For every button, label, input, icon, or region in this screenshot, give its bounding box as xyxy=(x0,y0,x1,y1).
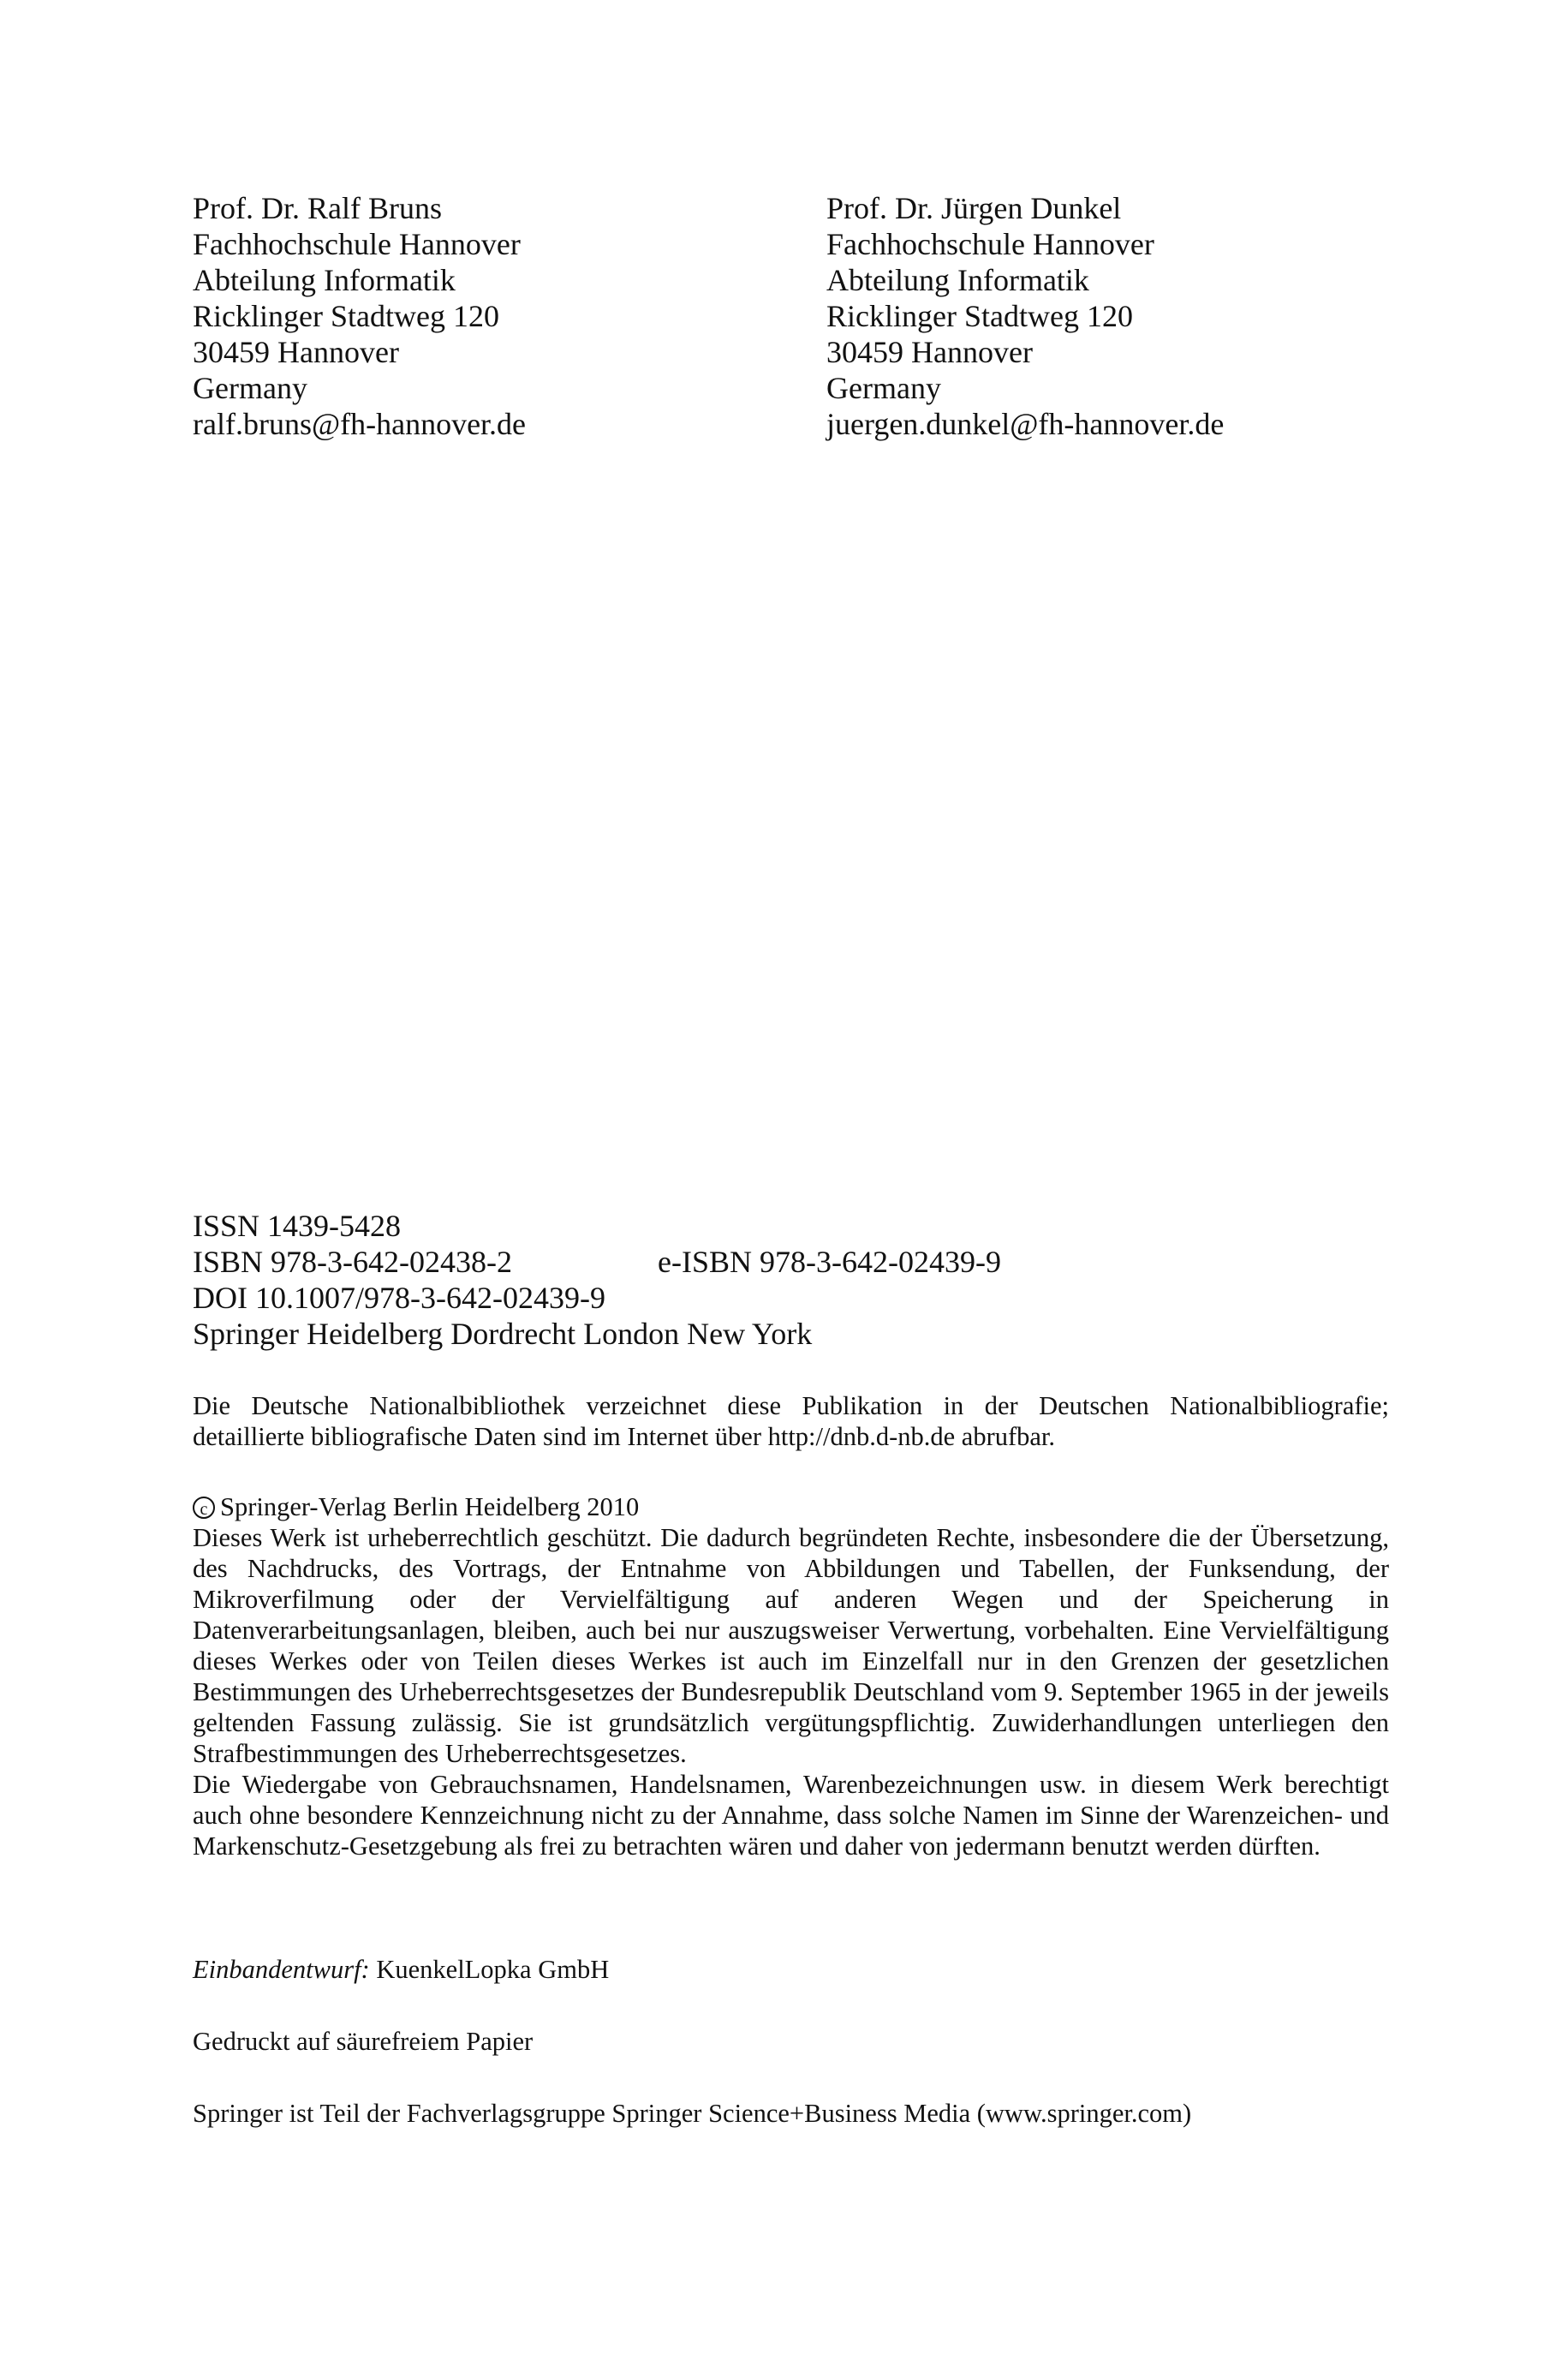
cover-design-value: KuenkelLopka GmbH xyxy=(376,1955,610,1984)
copyright-holder: Springer-Verlag Berlin Heidelberg 2010 xyxy=(220,1492,640,1521)
author-institution: Fachhochschule Hannover xyxy=(826,227,1154,261)
author-address-bruns xyxy=(193,190,526,442)
paper-note: Gedruckt auf säurefreiem Papier xyxy=(193,2027,534,2056)
copyright-notice xyxy=(193,1491,1389,1861)
copyright-line xyxy=(193,1491,1389,1522)
author-address-dunkel xyxy=(826,190,1224,442)
author-country: Germany xyxy=(193,371,307,405)
dnb-notice-line-2: detaillierte bibliografische Daten sind im Internet über http://dnb.d-nb.de abrufbar. xyxy=(193,1422,1056,1451)
copyright-paragraph-2: Die Wiedergabe von Gebrauchsnamen, Handelsnamen, Warenbezeichnungen usw. in diesem Werk berechtigt auch ohne besondere Kennzeichnung nicht zu der Annahme, dass solche Namen im Sinne der Warenzeichen- und Markenschutz-Gesetzgebung als frei zu betrachten wären und daher von jedermann benutzt werden dürften. xyxy=(193,1770,1389,1861)
copyright-icon: c xyxy=(193,1497,215,1519)
author-street: Ricklinger Stadtweg 120 xyxy=(193,299,499,333)
author-email: juergen.dunkel@fh-hannover.de xyxy=(826,407,1225,441)
isbn-row xyxy=(193,1244,1001,1280)
eisbn: e-ISBN 978-3-642-02439-9 xyxy=(658,1245,1001,1279)
author-name: Prof. Dr. Jürgen Dunkel xyxy=(826,191,1122,225)
doi: DOI 10.1007/978-3-642-02439-9 xyxy=(193,1281,605,1315)
bibliographic-info xyxy=(193,1208,1001,1352)
author-institution: Fachhochschule Hannover xyxy=(193,227,521,261)
copyright-paragraph-1: Dieses Werk ist urheberrechtlich geschützt. Die dadurch begründeten Rechte, insbesondere die der Übersetzung, des Nachdrucks, des Vortrags, der Entnahme von Abbildungen und Tabellen, der Funksendung, der Mikroverfilmung oder der Vervielfältigung auf anderen Wegen und der Speicherung in Datenverarbeitungsanlagen, bleiben, auch bei nur auszugsweiser Verwertung, vorbehalten. Eine Vervielfältigung dieses Werkes oder von Teilen dieses Werkes ist auch im Einzelfall nur in den Grenzen der gesetzlichen Bestimmungen des Urheberrechtsgesetzes der Bundesrepublik Deutschland vom 9. September 1965 in der jeweils geltenden Fassung zulässig. Sie ist grundsätzlich vergütungspflichtig. Zuwiderhandlungen unterliegen den Strafbestimmungen des Urheberrechtsgesetzes. xyxy=(193,1523,1389,1768)
dnb-notice-line-1: Die Deutsche Nationalbibliothek verzeichnet diese Publikation in der Deutschen Nationalbibliografie; xyxy=(193,1391,1389,1420)
author-email: ralf.bruns@fh-hannover.de xyxy=(193,407,527,441)
author-country: Germany xyxy=(826,371,941,405)
author-department: Abteilung Informatik xyxy=(826,263,1089,297)
cover-design xyxy=(193,1954,1389,1985)
author-city: 30459 Hannover xyxy=(193,335,399,369)
author-department: Abteilung Informatik xyxy=(193,263,456,297)
issn: ISSN 1439-5428 xyxy=(193,1209,402,1243)
publisher-locations: Springer Heidelberg Dordrecht London New York xyxy=(193,1317,813,1351)
springer-note: Springer ist Teil der Fachverlagsgruppe Springer Science+Business Media (www.springer.com) xyxy=(193,2099,1192,2128)
cover-design-label: Einbandentwurf: xyxy=(193,1955,370,1984)
author-street: Ricklinger Stadtweg 120 xyxy=(826,299,1133,333)
author-name: Prof. Dr. Ralf Bruns xyxy=(193,191,442,225)
author-city: 30459 Hannover xyxy=(826,335,1033,369)
isbn: ISBN 978-3-642-02438-2 xyxy=(193,1245,512,1279)
dnb-notice xyxy=(193,1390,1389,1452)
